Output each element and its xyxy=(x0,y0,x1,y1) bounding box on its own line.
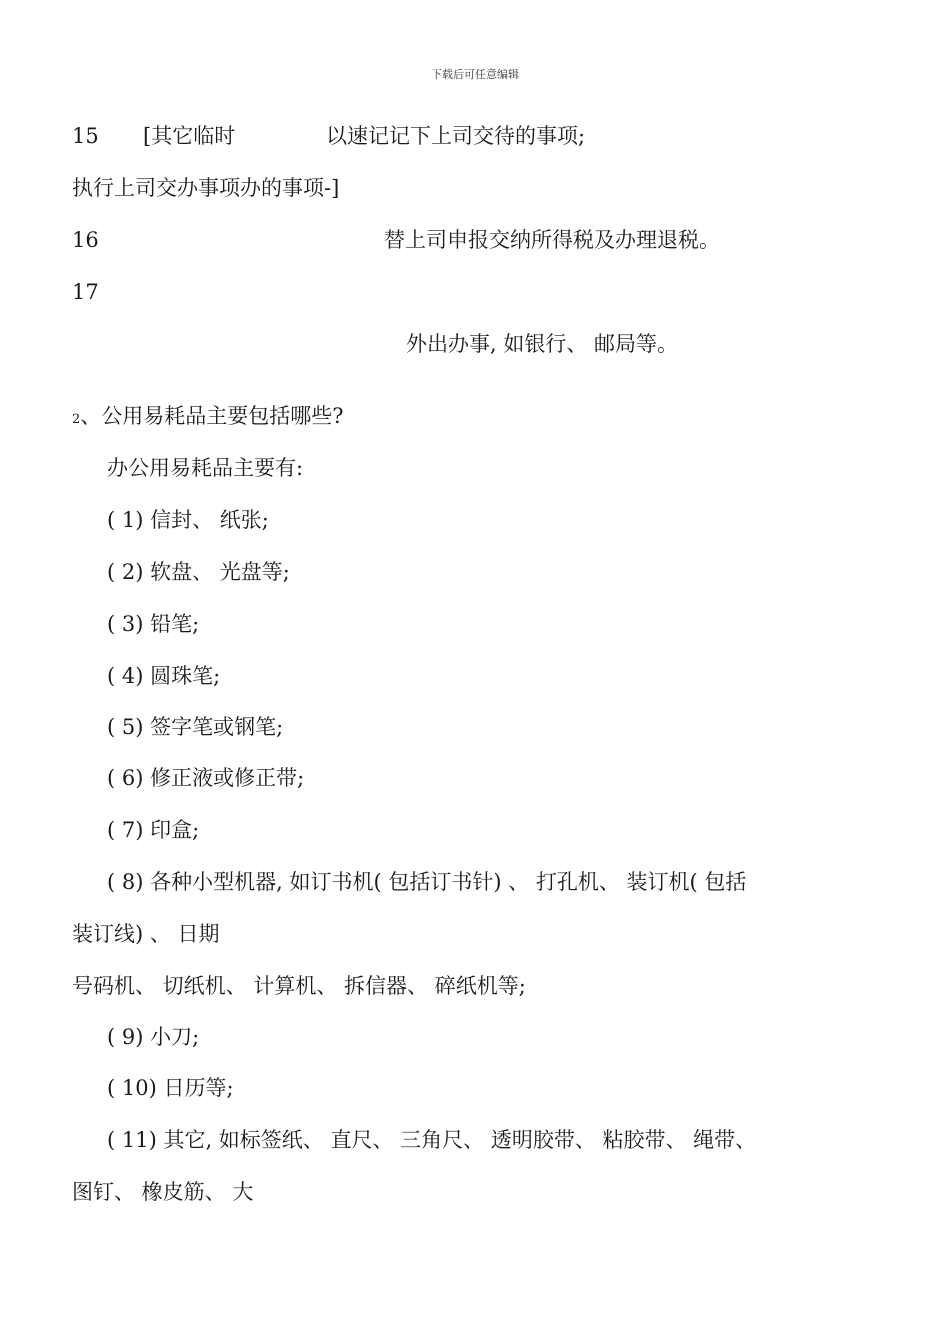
section-2-heading xyxy=(72,402,344,434)
list-item: ( 6) 修正液或修正带; xyxy=(107,766,305,790)
list-item: ( 8) 各种小型机器, 如订书机( 包括订书针) 、 打孔机、 装订机( 包括 xyxy=(107,870,747,894)
list-item: ( 1) 信封、 纸张; xyxy=(107,508,269,532)
list-item: ( 9) 小刀; xyxy=(107,1025,200,1049)
item-16-description: 替上司申报交纳所得税及办理退税。 xyxy=(384,228,720,252)
list-item: ( 11) 其它, 如标签纸、 直尺、 三角尺、 透明胶带、 粘胶带、 绳带、 xyxy=(107,1128,757,1152)
list-item-continuation: 图钉、 橡皮筋、 大 xyxy=(72,1180,254,1204)
item-16-number: 16 xyxy=(72,228,99,252)
list-item: ( 10) 日历等; xyxy=(107,1076,234,1100)
list-item: ( 4) 圆珠笔; xyxy=(107,664,221,688)
list-item: ( 7) 印盒; xyxy=(107,818,200,842)
item-17-number: 17 xyxy=(72,280,99,304)
list-item-continuation: 号码机、 切纸机、 计算机、 拆信器、 碎纸机等; xyxy=(72,974,526,998)
item-17-description: 外出办事, 如银行、 邮局等。 xyxy=(406,332,679,356)
item-15-category: [其它临时 xyxy=(143,124,236,148)
page-header: 下载后可任意编辑 xyxy=(431,68,519,81)
section-2-title: 、公用易耗品主要包括哪些? xyxy=(80,404,344,428)
list-item-continuation: 装订线) 、 日期 xyxy=(72,922,220,946)
list-item: ( 2) 软盘、 光盘等; xyxy=(107,560,290,584)
item-15-number: 15 xyxy=(72,124,99,148)
item-15-description: 以速记记下上司交待的事项; xyxy=(326,124,586,148)
section-2-intro: 办公用易耗品主要有: xyxy=(107,456,304,480)
item-15-continuation: 执行上司交办事项办的事项-] xyxy=(72,176,340,200)
list-item: ( 5) 签字笔或钢笔; xyxy=(107,715,284,739)
list-item: ( 3) 铅笔; xyxy=(107,612,200,636)
section-2-number: 2 xyxy=(72,412,81,427)
